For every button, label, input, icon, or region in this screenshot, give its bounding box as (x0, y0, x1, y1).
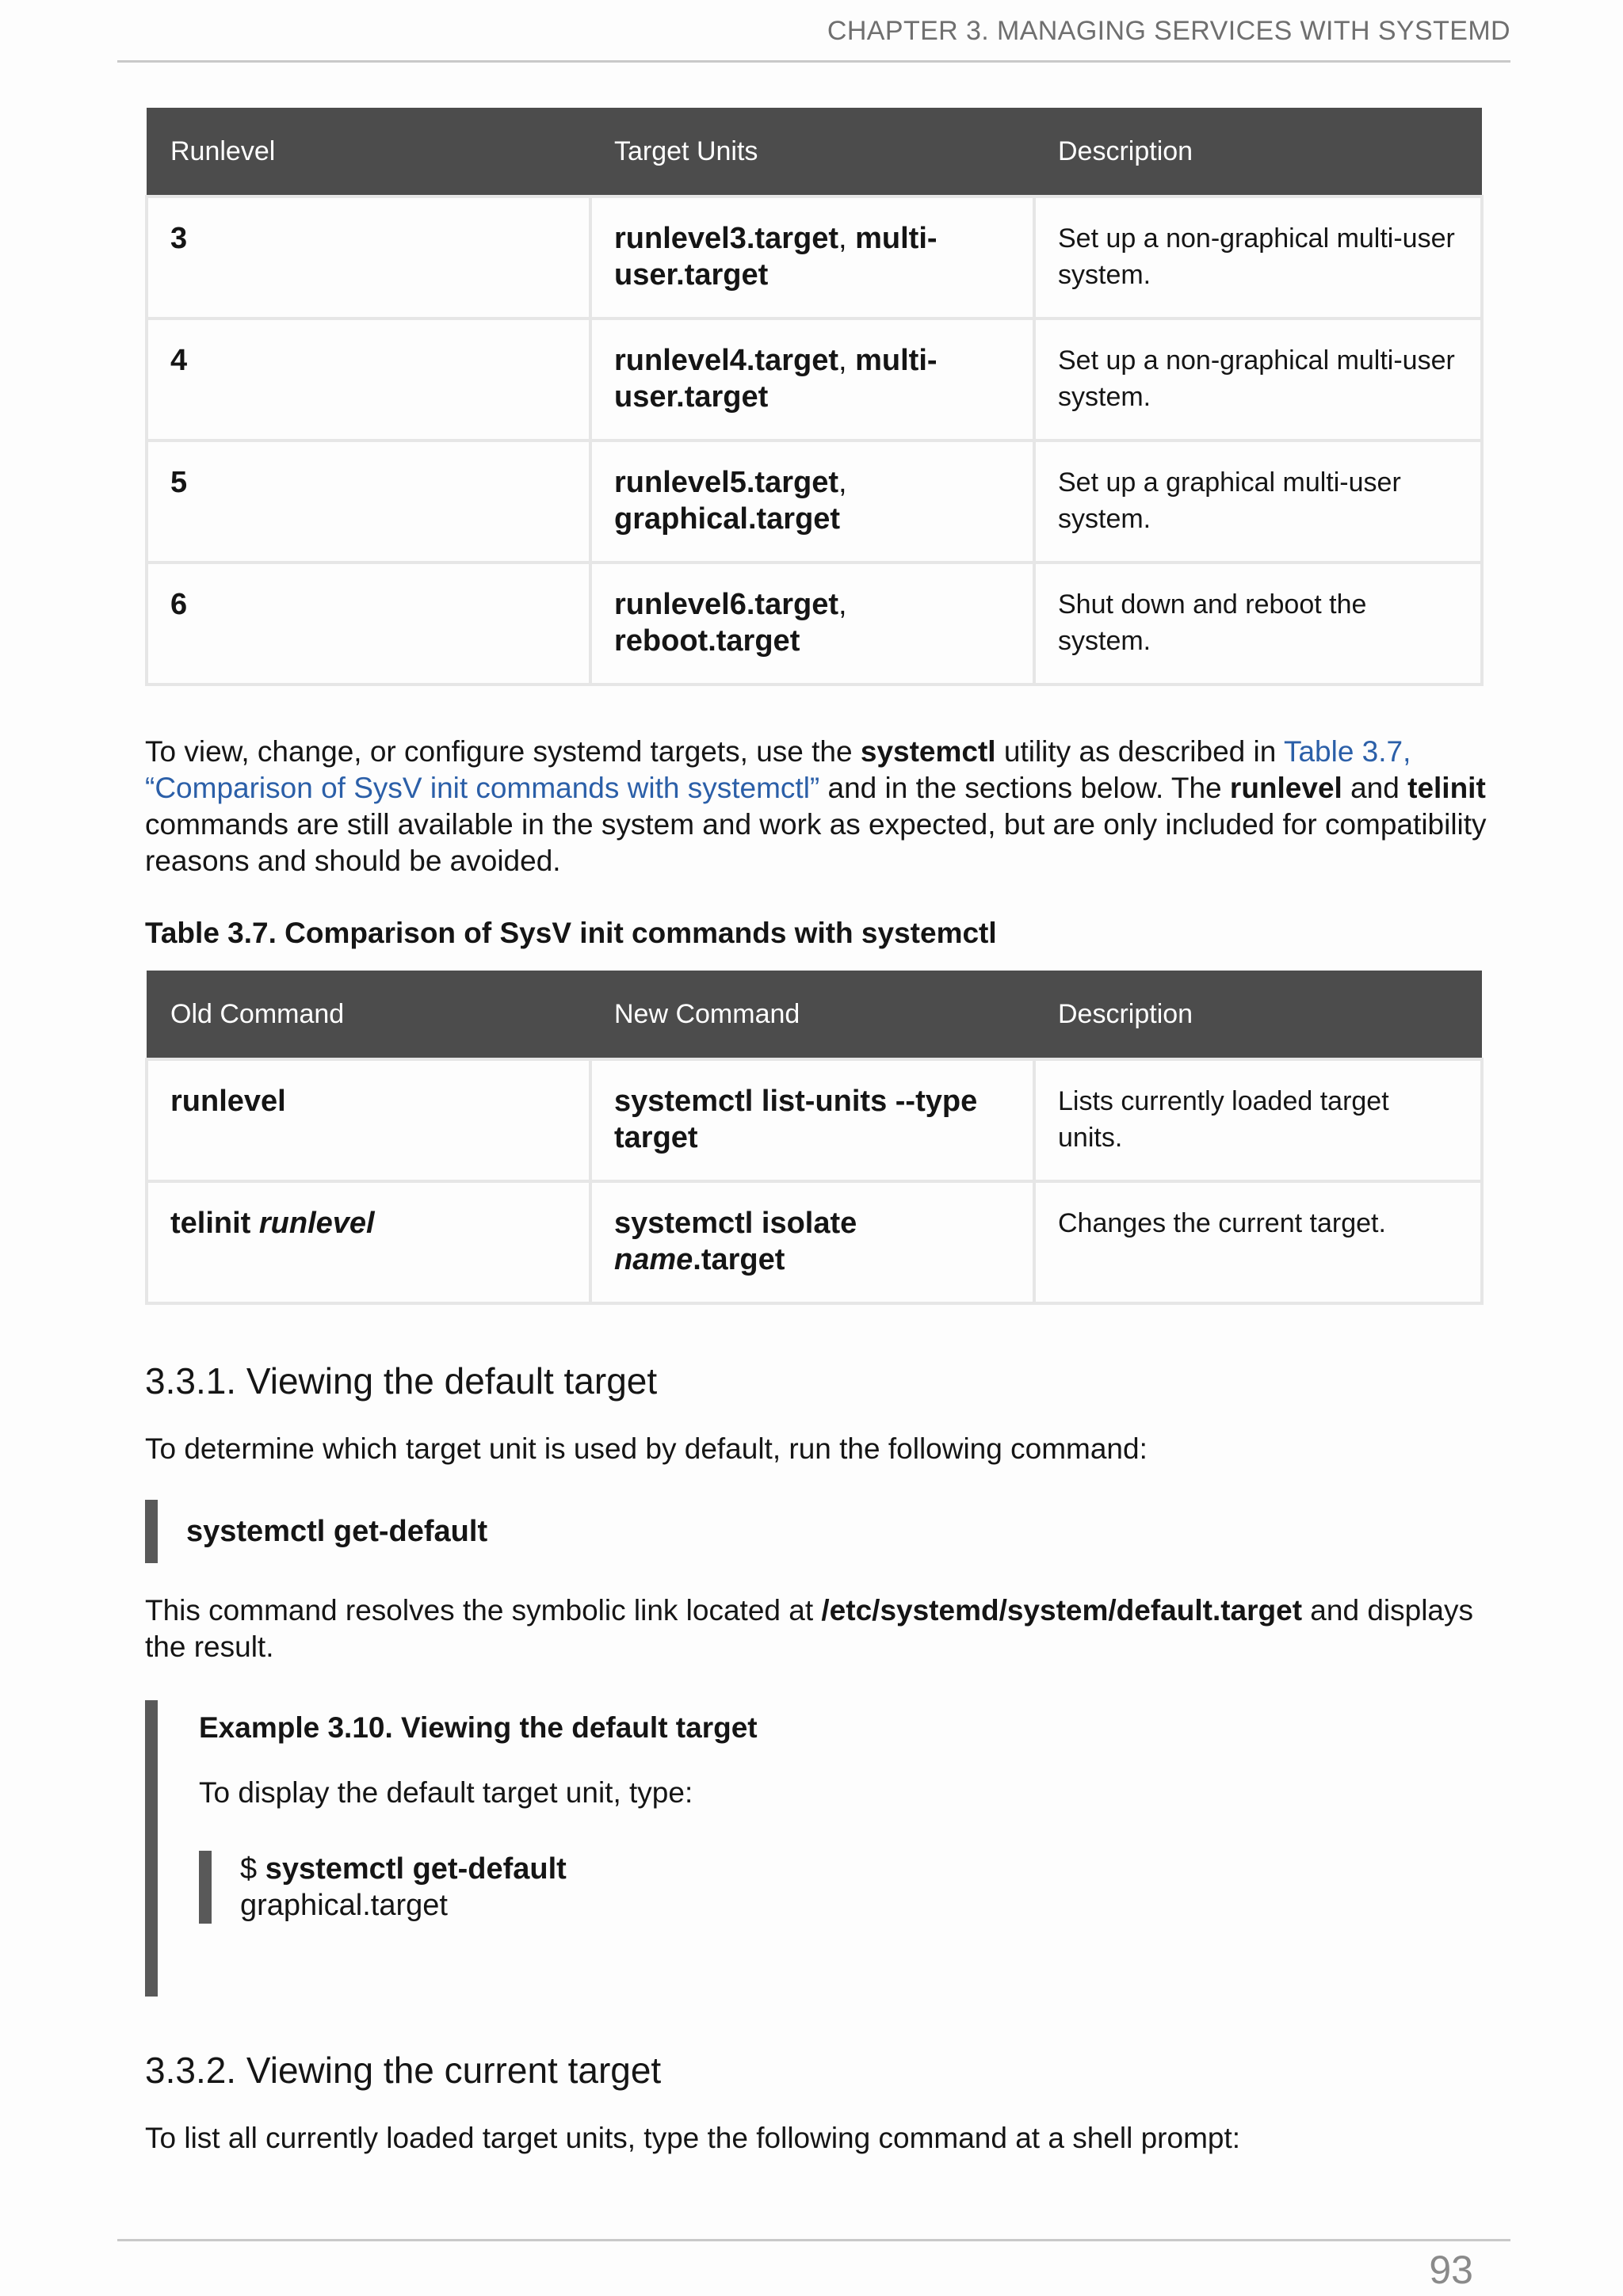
footer-rule (117, 2239, 1510, 2241)
section-heading-3-3-1: 3.3.1. Viewing the default target (145, 1360, 658, 1402)
table-header-row (147, 971, 1482, 1059)
table-row (147, 1181, 1482, 1303)
table-row (147, 318, 1482, 441)
column-header-description: Description (1034, 971, 1482, 1059)
old-command-cell: telinit runlevel (147, 1181, 590, 1303)
code-block-get-default: systemctl get-default (145, 1500, 487, 1563)
example-code-block: $ systemctl get-default graphical.target (199, 1851, 567, 1924)
old-command-cell: runlevel (147, 1059, 590, 1181)
section-3-3-1-intro: To determine which target unit is used by default, run the following command: (145, 1432, 1148, 1465)
new-command-cell: systemctl isolate name.target (590, 1181, 1034, 1303)
table-3-7-link[interactable]: Table 3.7, “Comparison of SysV init commands with systemctl” (145, 735, 1411, 804)
table-row (147, 441, 1482, 563)
column-header-target-units: Target Units (590, 108, 1034, 196)
description-cell: Shut down and reboot the system. (1034, 563, 1482, 685)
description-cell: Set up a non-graphical multi-user system. (1034, 196, 1482, 318)
example-text: To display the default target unit, type: (199, 1776, 693, 1809)
page-number: 93 (1429, 2248, 1473, 2292)
example-title: Example 3.10. Viewing the default target (199, 1711, 758, 1744)
section-3-3-2-intro: To list all currently loaded target units, type the following command at a shell prompt: (145, 2122, 1241, 2154)
description-cell: Lists currently loaded target units. (1034, 1059, 1482, 1181)
new-command-cell: systemctl list-units --type target (590, 1059, 1034, 1181)
runlevel-cell: 6 (147, 563, 590, 685)
table-caption: Table 3.7. Comparison of SysV init commands with systemctl (145, 917, 997, 949)
runlevel-cell: 3 (147, 196, 590, 318)
runlevel-cell: 4 (147, 318, 590, 441)
column-header-description: Description (1034, 108, 1482, 196)
header-rule (117, 60, 1510, 63)
section-heading-3-3-2: 3.3.2. Viewing the current target (145, 2050, 662, 2091)
table-row (147, 563, 1482, 685)
target-units-cell: runlevel3.target, multi-user.target (590, 196, 1034, 318)
table-row (147, 1059, 1482, 1181)
runlevel-cell: 5 (147, 441, 590, 563)
running-header: CHAPTER 3. MANAGING SERVICES WITH SYSTEMD (827, 16, 1510, 46)
description-cell: Changes the current target. (1034, 1181, 1482, 1303)
target-units-cell: runlevel4.target, multi-user.target (590, 318, 1034, 441)
table-header-row (147, 108, 1482, 196)
intro-paragraph: To view, change, or configure systemd targets, use the systemctl utility as described in Table 3.7, “Comparison of SysV init commands with systemctl” and in the sections below. The runlevel and telinit commands are still available in the system and work as expected, but are only included for compatibility reasons and should be avoided. (145, 735, 1487, 877)
target-units-cell: runlevel6.target, reboot.target (590, 563, 1034, 685)
runlevel-table (145, 108, 1484, 686)
example-3-10 (145, 1700, 1493, 1997)
target-units-cell: runlevel5.target, graphical.target (590, 441, 1034, 563)
table-row (147, 196, 1482, 318)
description-cell: Set up a non-graphical multi-user system. (1034, 318, 1482, 441)
comparison-table (145, 971, 1484, 1305)
section-3-3-1-explanation: This command resolves the symbolic link located at /etc/systemd/system/default.target and displays the result. (145, 1594, 1473, 1663)
column-header-old-command: Old Command (147, 971, 590, 1059)
column-header-new-command: New Command (590, 971, 1034, 1059)
column-header-runlevel: Runlevel (147, 108, 590, 196)
description-cell: Set up a graphical multi-user system. (1034, 441, 1482, 563)
